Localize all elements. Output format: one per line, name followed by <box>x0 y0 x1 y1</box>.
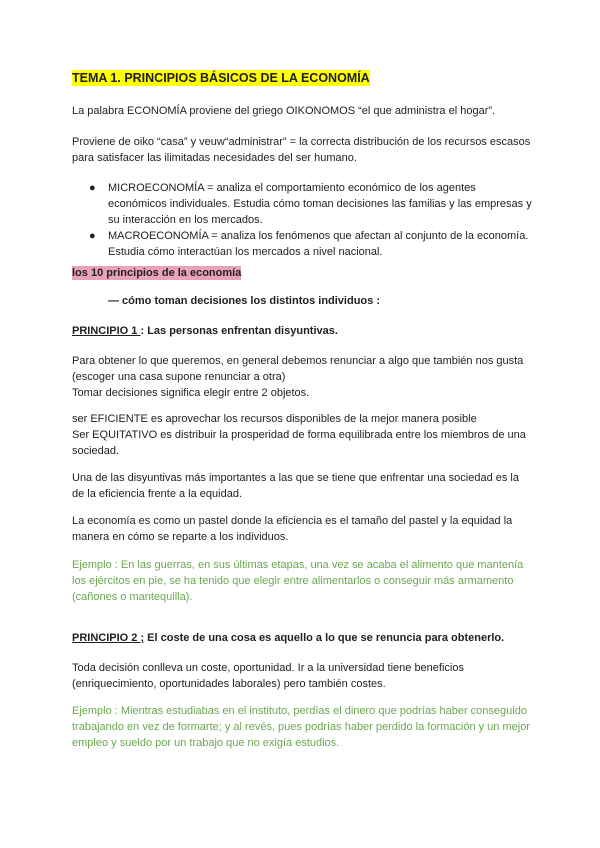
title-line <box>72 70 534 87</box>
text-line: Tomar decisiones significa elegir entre 2 objetos. <box>72 387 310 399</box>
sub-heading: — cómo toman decisiones los distintos individuos : <box>108 295 380 307</box>
bullet-list <box>72 180 534 260</box>
principle-1-paragraph-3: Una de las disyuntivas más importantes a las que se tiene que enfrentar una sociedad es la de la eficiencia frente a la equidad. <box>72 472 519 500</box>
principle-1-title: : Las personas enfrentan disyuntivas. <box>140 325 338 337</box>
principle-2-label: PRINCIPIO 2 ; <box>72 632 145 644</box>
principle-2-example: Ejemplo : Mientras estudiabas en el instituto, perdías el dinero que podrías haber conseguido trabajando en vez de formarte; y al revés, pues podrías haber perdido la formación y un mejor empleo y sueldo por un trabajo que no exigía estudios. <box>72 705 530 749</box>
bullet-icon: ● <box>89 230 96 242</box>
document-title: TEMA 1. PRINCIPIOS BÁSICOS DE LA ECONOMÍA <box>72 71 370 85</box>
principle-1-paragraph-4: La economía es como un pastel donde la eficiencia es el tamaño del pastel y la equidad la manera en cómo se reparte a los individuos. <box>72 515 513 543</box>
bullet-icon: ● <box>89 182 96 194</box>
section-heading: los 10 principios de la economía <box>72 267 242 279</box>
list-item <box>72 180 534 228</box>
principle-2-heading <box>72 630 534 646</box>
principle-1-label: PRINCIPIO 1 <box>72 325 141 337</box>
text-line: ser EFICIENTE es aprovechar los recursos disponibles de la mejor manera posible <box>72 413 477 425</box>
principle-2-paragraph-1: Toda decisión conlleva un coste, oportunidad. Ir a la universidad tiene beneficios (enriquecimiento, oportunidades laborales) pero también costes. <box>72 662 464 690</box>
intro-paragraph: La palabra ECONOMÍA proviene del griego OIKONOMOS “el que administra el hogar”. <box>72 105 496 117</box>
text-line: (escoger una casa supone renunciar a otra) <box>72 371 286 383</box>
definition-paragraph: Proviene de oiko “casa” y veuw“administrar” = la correcta distribución de los recursos escasos para satisfacer las ilimitadas necesidades del ser humano. <box>72 136 531 164</box>
list-item <box>72 228 534 260</box>
section-heading-line <box>72 265 534 281</box>
bullet-text: MICROECONOMÍA = analiza el comportamiento económico de los agentes económicos individuales. Estudia cómo toman decisiones las familias y las empresas y su interacción en los mercados. <box>108 182 532 226</box>
principle-1-heading <box>72 323 534 339</box>
text-line: Ser EQUITATIVO es distribuir la prosperidad de forma equilibrada entre los miembros de una sociedad. <box>72 429 526 457</box>
principle-1-paragraph-2 <box>72 411 534 459</box>
text-line: Para obtener lo que queremos, en general debemos renunciar a algo que también nos gusta <box>72 355 524 367</box>
principle-1-paragraph-1 <box>72 353 534 401</box>
principle-2-title: El coste de una cosa es aquello a lo que se renuncia para obtenerlo. <box>144 632 505 644</box>
bullet-text: MACROECONOMÍA = analiza los fenómenos que afectan al conjunto de la economía. Estudia cómo interactúan los mercados a nivel nacional. <box>108 230 529 258</box>
principle-1-example: Ejemplo : En las guerras, en sus últimas etapas, una vez se acaba el alimento que mantenía los ejércitos en pie, se ha tenido que elegir entre alimentarlos o conseguir más armamento (cañones o mantequilla). <box>72 559 524 603</box>
